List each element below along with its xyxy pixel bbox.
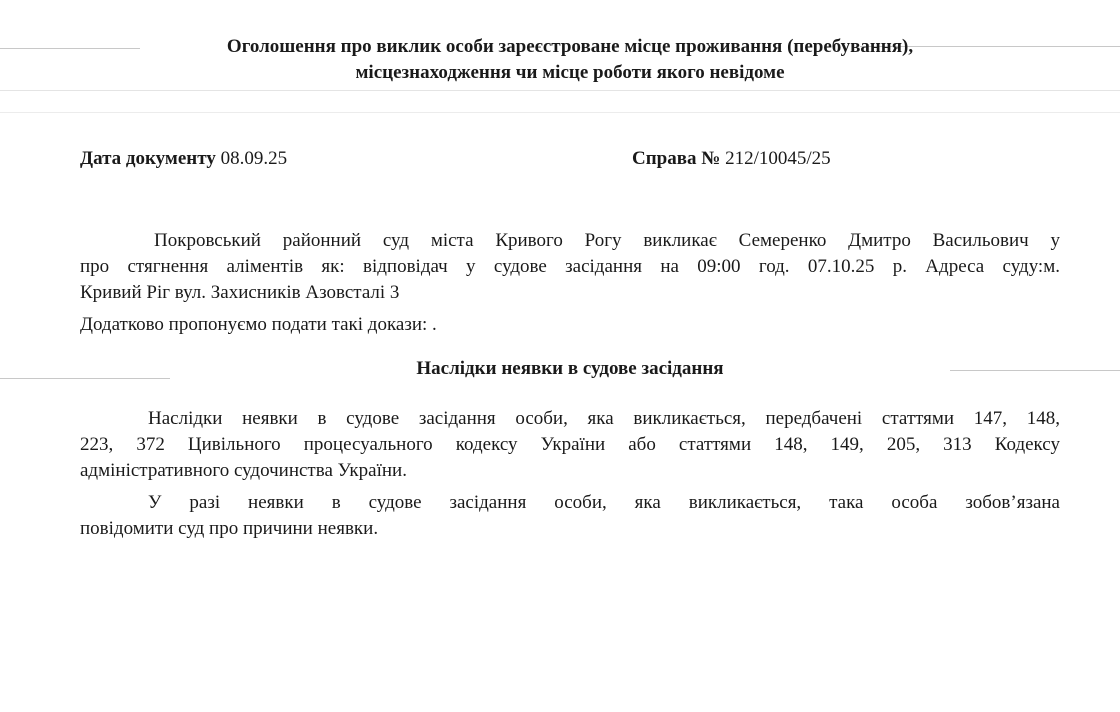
summons-line-1: Покровський районний суд міста Кривого Рогу викликає Семеренко Дмитро Васильович у: [154, 230, 1060, 251]
notice-paragraph: [80, 490, 1060, 542]
summons-line-2: про стягнення аліментів як: відповідач у судове засідання на 09:00 год. 07.10.25 р. Адреса суду:м.: [80, 256, 1060, 277]
evidence-paragraph: Додатково пропонуємо подати такі докази: .: [80, 314, 437, 335]
document-date-label: Дата документу: [80, 148, 216, 169]
scan-noise: [0, 112, 1120, 113]
consequences-line-2: 223, 372 Цивільного процесуального кодексу України або статтями 148, 149, 205, 313 Кодексу: [80, 434, 1060, 455]
case-number-label: Справа №: [632, 148, 721, 169]
section-title: Наслідки неявки в судове засідання: [416, 358, 724, 379]
notice-line-1: У разі неявки в судове засідання особи, яка викликається, така особа зобов’язана: [148, 492, 1060, 513]
consequences-line-3: адміністративного судочинства України.: [80, 460, 407, 481]
case-number-value: 212/10045/25: [725, 148, 831, 169]
summons-paragraph: [80, 228, 1060, 306]
case-number: [632, 146, 831, 172]
consequences-paragraph: [80, 406, 1060, 484]
consequences-line-1: Наслідки неявки в судове засідання особи, яка викликається, передбачені статтями 147, 148,: [148, 408, 1060, 429]
title-line-2: місцезнаходження чи місце роботи якого невідоме: [355, 62, 785, 83]
document-date: [80, 146, 287, 172]
title-line-1: Оголошення про виклик особи зареєстроване місце проживання (перебування),: [226, 36, 914, 57]
notice-line-2: повідомити суд про причини неявки.: [80, 518, 379, 539]
document-date-value: 08.09.25: [220, 148, 288, 169]
scan-noise: [0, 90, 1120, 91]
summons-line-3: Кривий Ріг вул. Захисників Азовсталі 3: [80, 282, 400, 303]
